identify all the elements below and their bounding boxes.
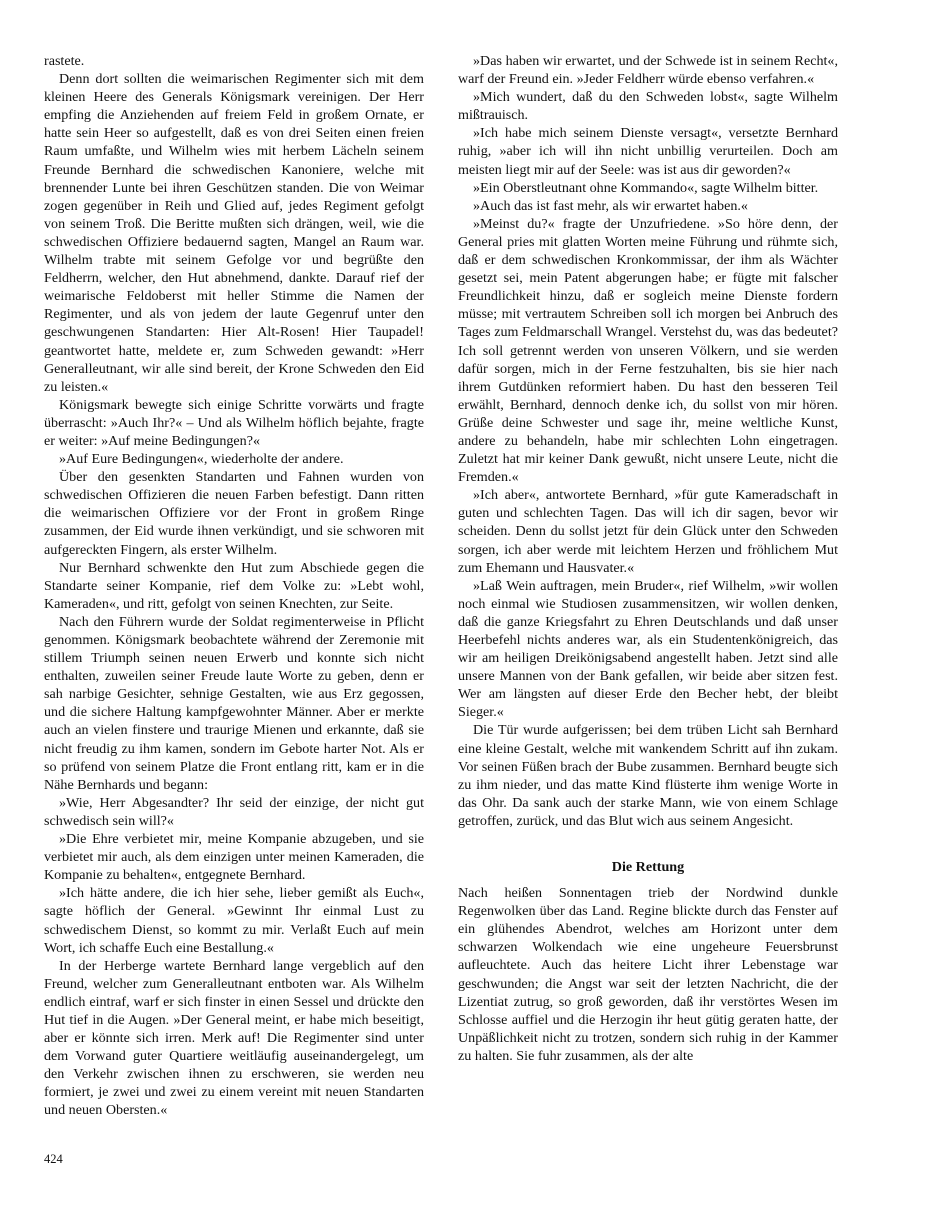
paragraph: Nach den Führern wurde der Soldat regimenterweise in Pflicht genommen. Königsmark beobachtete während der Zeremonie mit stillem Triumph seinen neuen Erwerb und konnte sich nicht enthalten, zuweilen seiner Freude laute Worte zu geben, denn er sah narbige Gesichter, sehnige Gestalten, wie aus Erz gegossen, und die sichere Haltung kampfgewohnter Männer. Aber er merkte auch an vielen finstere und traurige Mienen und erkannte, daß sie nicht freudig zu ihm kamen, sondern im Gebote harter Not. Als er so prüfend von seinem Platze die Front entlang ritt, kam er in die Nähe Bernhards und begann: — [44, 613, 424, 793]
paragraph: Über den gesenkten Standarten und Fahnen wurden von schwedischen Offizieren die neuen Farben befestigt. Dann ritten die weimarischen Offiziere vor der Front in großem Ringe zusammen, der Eid wurde ihnen verkündigt, und sie schworen mit aufgereckten Fingern, als erster Wilhelm. — [44, 469, 424, 558]
paragraph: »Ich aber«, antwortete Bernhard, »für gute Kameradschaft in guten und schlechten Tagen. Das will ich dir sagen, bevor wir scheiden. Denn du sollst jetzt für dein Glück unter den Schweden sorgen, ich aber werde mit leichtem Herzen und fröhlichem Mut zum Ehemann und Hausvater.« — [458, 487, 838, 576]
paragraph: »Meinst du?« fragte der Unzufriedene. »So höre denn, der General pries mit glatten Worten meine Führung und rühmte sich, daß er dem schwedischen Kronkommissar, der ihm als Wächter gesetzt sei, mein Patent abgerungen habe; er fügte mit falscher Freundlichkeit hinzu, daß er sogleich meine Dienste fordern müsse; mit vertrautem Schreiben soll ich morgen bei Anbruch des Tages zum Feldmarschall Wrangel. Verstehst du, was das bedeutet? Ich soll getrennt werden von unseren Völkern, und sie werden dafür sorgen, mich in der Ferne festzuhalten, bis sie hier nach ihrem Gutdünken reformiert haben. Du hast den besseren Teil erwählt, Bernhard, dennoch denke ich, du sollst von mir hören. Grüße deine Schwester und sage ihr, meine weltliche Kunst, andere zu behandeln, habe mir schlechten Lohn eingetragen. Zuletzt hat mir keiner Dank gewußt, nicht unsere Leute, nicht die Fremden.« — [458, 215, 838, 486]
paragraph: In der Herberge wartete Bernhard lange vergeblich auf den Freund, welcher zum Generalleutnant entboten war. Als Wilhelm endlich eintraf, warf er sich finster in einen Sessel und drückte den Hut tief in die Augen. »Der General meint, er habe mich beseitigt, aber er könnte sich irren. Merk auf! Die Regimenter sind unter dem Vorwand guter Quartiere weitläufig auseinandergelegt, um den Verkehr zwischen ihnen zu erschweren, sie werden neu formiert, je zwei und zwei zu einem vereint mit neuen Standarten und neuen Obersten.« — [44, 957, 424, 1119]
paragraph: Königsmark bewegte sich einige Schritte vorwärts und fragte überrascht: »Auch Ihr?« – Und als Wilhelm höflich bejahte, fragte er weiter: »Auf meine Bedingungen?« — [44, 396, 424, 449]
paragraph: »Das haben wir erwartet, und der Schwede ist in seinem Recht«, warf der Freund ein. »Jeder Feldherr würde ebenso verfahren.« — [458, 53, 838, 88]
right-column — [458, 52, 838, 1065]
paragraph: Denn dort sollten die weimarischen Regimenter sich mit dem kleinen Heere des Generals Königsmark vereinigen. Der Herr empfing die Anziehenden auf freiem Feld in großem Ornate, er hatte sein Heer so aufgestellt, daß es von drei Seiten einen freien Raum umfaßte, und Wilhelm wies mit herbem Lächeln seinem Freunde Bernhard die schwedischen Kanoniere, welche mit brennender Lunte bei ihren Geschützen standen. Die von Weimar zogen gegenüber in Reih und Glied auf, jedes Regiment gefolgt von seinem Troß. Die Beritte mußten sich drängen, weil, wie die schwedischen Offiziere bedauernd sagten, Mangel an Raum war. Wilhelm trabte mit seinem Gefolge vor und begrüßte den Feldherrn, welcher, den Hut abnehmend, dankte. Darauf rief der weimarische Feldoberst mit heller Stimme die Namen der Regimenter, und als von jedem der laute Gegenruf unter den geschwungenen Standarten: Hier Alt-Rosen! Hier Taupadel! geantwortet hatte, meldete er, zum Schweden gewandt: »Herr Generalleutnant, wir alle sind bereit, der Krone Schweden den Eid zu leisten.« — [44, 71, 424, 395]
paragraph: »Ich habe mich seinem Dienste versagt«, versetzte Bernhard ruhig, »aber ich will ihn nicht unbillig verurteilen. Doch am meisten liegt mir auf der Seele: was ist aus dir geworden?« — [458, 125, 838, 178]
paragraph: »Auf Eure Bedingungen«, wiederholte der andere. — [59, 451, 344, 468]
paragraph: »Die Ehre verbietet mir, meine Kompanie abzugeben, und sie verbietet mir auch, als dem einzigen unter meinen Kameraden, die Kompanie zu behalten«, entgegnete Bernhard. — [44, 831, 424, 884]
paragraph: »Auch das ist fast mehr, als wir erwartet haben.« — [473, 197, 748, 214]
paragraph: Die Tür wurde aufgerissen; bei dem trüben Licht sah Bernhard eine kleine Gestalt, welche mit wankendem Schritt auf ihn zukam. Vor seinen Füßen brach der Bube zusammen. Bernhard beugte sich zu ihm nieder, und das matte Kind flüsterte ihm wenige Worte in das Ohr. Da sank auch der starke Mann, wie von einem Schlage getroffen, zurück, und das Blut wich aus seinem Angesicht. — [458, 722, 838, 829]
paragraph: »Laß Wein auftragen, mein Bruder«, rief Wilhelm, »wir wollen noch einmal wie Studiosen zusammensitzen, wir wollen denken, daß die ganze Kriegsfahrt zu Ehren Deutschlands und daß unser Heerbefehl nichts anderes war, als ein Studentenkönigreich, das wir am heiligen Dreikönigsabend angestellt haben. Jetzt sind alle unsere Mannen von der Bank gefallen, wir beide aber sitzen fest. Wer am längsten auf dieser Erde den Becher hebt, der bleibt Sieger.« — [458, 577, 838, 721]
paragraph: »Mich wundert, daß du den Schweden lobst«, sagte Wilhelm mißtrauisch. — [458, 89, 838, 124]
paragraph: Nur Bernhard schwenkte den Hut zum Abschiede gegen die Standarte seiner Kompanie, rief dem Volke zu: »Lebt wohl, Kameraden«, und ritt, gefolgt von seinen Knechten, zur Seite. — [44, 559, 424, 612]
paragraph: »Ich hätte andere, die ich hier sehe, lieber gemißt als Euch«, sagte höflich der General. »Gewinnt Ihr einmal Lust zu schwedischem Dienst, so kommt zu mir. Verlaßt Euch auf mein Wort, ich schaffe Euch eine Bestallung.« — [44, 885, 424, 956]
section-heading: Die Rettung — [611, 859, 685, 876]
paragraph: »Wie, Herr Abgesandter? Ihr seid der einzige, der nicht gut schwedisch sein will?« — [44, 794, 424, 829]
left-column — [44, 52, 424, 1120]
paragraph: rastete. — [44, 53, 85, 69]
paragraph: Nach heißen Sonnentagen trieb der Nordwind dunkle Regenwolken über das Land. Regine blickte durch das Fenster auf ein glühendes Abendrot, welches am Horizont unter dem schwarzen Wolkendach wie eine ungeheure Feuersbrunst aufleuchtete. Auch das heitere Licht ihrer Lebenstage war geschwunden; die Angst war seit der letzten Nachricht, die der Lizentiat zutrug, so groß geworden, daß ihr verstörtes Wesen im Schlosse auffiel und die Herzogin ihr heut gütig geraten hatte, der Unpäßlichkeit nicht zu trotzen, sondern sich ruhig in der Kammer zu halten. Sie fuhr zusammen, als der alte — [458, 885, 838, 1064]
paragraph: »Ein Oberstleutnant ohne Kommando«, sagte Wilhelm bitter. — [473, 179, 819, 196]
page-number: 424 — [44, 1152, 63, 1166]
